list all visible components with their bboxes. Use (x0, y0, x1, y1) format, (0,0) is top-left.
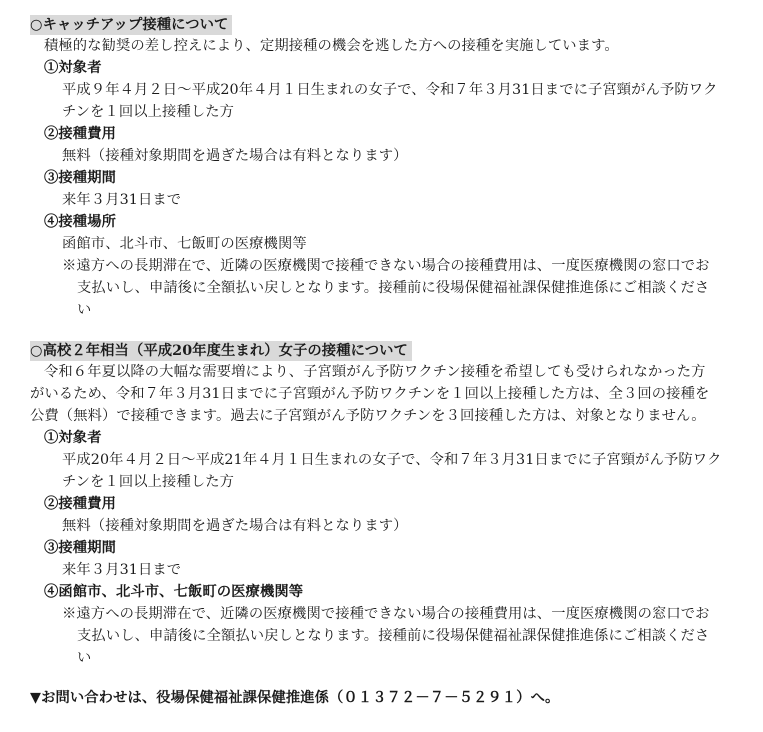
section2-intro-line3: 公費（無料）で接種できます。過去に子宮頸がん予防ワクチンを３回接種した方は、対象となりません。 (30, 408, 706, 424)
section-spacer (30, 321, 735, 339)
section1-note-line3: い (77, 302, 92, 318)
section2-period-label: ③接種期間 (44, 540, 116, 556)
section2-note-line1: ※遠方への長期滞在で、近隣の医療機関で接種できない場合の接種費用は、一度医療機関の窓口でお (62, 606, 710, 622)
section2-target-label: ①対象者 (44, 430, 102, 446)
contact-spacer (30, 669, 735, 687)
section1-intro: 積極的な勧奨の差し控えにより、定期接種の機会を逃した方への接種を実施しています。 (44, 38, 619, 54)
document-body (30, 13, 735, 709)
section2-heading-row (30, 339, 735, 361)
section1-note-line1: ※遠方への長期滞在で、近隣の医療機関で接種できない場合の接種費用は、一度医療機関の窓口でお (62, 258, 710, 274)
section2-heading: ○高校２年相当（平成20年度生まれ）女子の接種について (30, 341, 412, 361)
section1-cost-label: ②接種費用 (44, 126, 116, 142)
section2-target-line2: チンを１回以上接種した方 (62, 474, 235, 490)
contact-info: ▼お問い合わせは、役場保健福祉課保健推進係（０１３７２－７－５２９１）へ。 (30, 690, 560, 706)
section2-cost-text: 無料（接種対象期間を過ぎた場合は有料となります） (62, 518, 408, 534)
section2-period-text: 来年３月31日まで (62, 562, 182, 578)
section1-place-label: ④接種場所 (44, 214, 116, 230)
section1-target-label: ①対象者 (44, 60, 102, 76)
section1-period-label: ③接種期間 (44, 170, 116, 186)
section2-cost-label: ②接種費用 (44, 496, 116, 512)
section2-note-line2: 支払いし、申請後に全額払い戻しとなります。接種前に役場保健福祉課保健推進係にご相談くださ (77, 628, 710, 644)
section2-intro-line2: がいるため、令和７年３月31日までに子宮頸がん予防ワクチンを１回以上接種した方は、全３回の接種を (30, 386, 710, 402)
section1-target-line1: 平成９年４月２日～平成20年４月１日生まれの女子で、令和７年３月31日までに子宮頸がん予防ワク (62, 82, 718, 98)
section1-target-line2: チンを１回以上接種した方 (62, 104, 235, 120)
section2-target-line1: 平成20年４月２日～平成21年４月１日生まれの女子で、令和７年３月31日までに子宮頸がん予防ワク (62, 452, 722, 468)
section1-heading: ○キャッチアップ接種について (30, 15, 232, 35)
section2-intro-line1: 令和６年夏以降の大幅な需要増により、子宮頸がん予防ワクチン接種を希望しても受けられなかった方 (44, 364, 706, 380)
section2-note-line3: い (77, 650, 92, 666)
section1-note-line2: 支払いし、申請後に全額払い戻しとなります。接種前に役場保健福祉課保健推進係にご相談くださ (77, 280, 710, 296)
section2-place-label: ④函館市、北斗市、七飯町の医療機関等 (44, 584, 304, 600)
section1-period-text: 来年３月31日まで (62, 192, 182, 208)
section1-cost-text: 無料（接種対象期間を過ぎた場合は有料となります） (62, 148, 408, 164)
section1-heading-row (30, 13, 735, 35)
section1-place-text: 函館市、北斗市、七飯町の医療機関等 (62, 236, 307, 252)
